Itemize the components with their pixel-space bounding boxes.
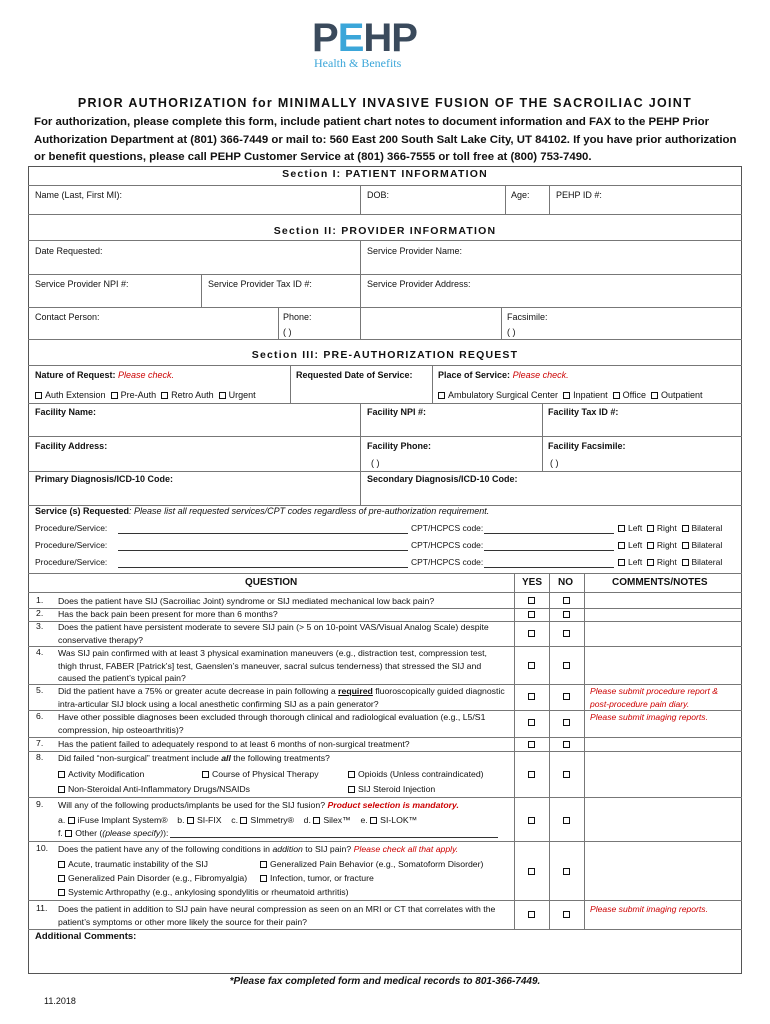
q10-yes-checkbox[interactable] — [528, 868, 535, 875]
q7-number: 7. — [36, 738, 44, 748]
q3-text: Does the patient have persistent moderate to severe SIJ pain (> 5 on 10-point VAS/Visual Analog Scale) despite conservative therapy? — [58, 622, 489, 645]
q9-yes-checkbox[interactable] — [528, 817, 535, 824]
q10-opt-infection[interactable]: Infection, tumor, or fracture — [260, 873, 374, 883]
patient-name-field[interactable]: Name (Last, First MI): — [35, 190, 123, 200]
q8-no-checkbox[interactable] — [563, 771, 570, 778]
cpt-label: CPT/HCPCS code: — [411, 540, 484, 550]
section2-title: Section II: PROVIDER INFORMATION — [273, 225, 497, 237]
requested-date-field[interactable]: Requested Date of Service: — [296, 370, 413, 380]
place-options — [438, 390, 703, 400]
q3-number: 3. — [36, 621, 44, 631]
facility-npi-field[interactable]: Facility NPI #: — [367, 407, 427, 417]
additional-comments-field[interactable]: Additional Comments: — [35, 931, 137, 942]
q8-text: Did failed “non-surgical” treatment include all the following treatments? — [58, 753, 330, 763]
divider — [28, 797, 742, 798]
cpt-label: CPT/HCPCS code: — [411, 523, 484, 533]
q1-text: Does the patient have SIJ (Sacroiliac Joint) syndrome or SIJ mediated mechanical low back pain? — [58, 596, 435, 606]
q8-opt-steroid[interactable]: SIJ Steroid Injection — [348, 784, 435, 794]
checkbox-bilateral[interactable]: Bilateral — [682, 523, 723, 533]
checkbox-pre-auth[interactable]: Pre-Auth — [111, 390, 157, 400]
q11-yes-checkbox[interactable] — [528, 911, 535, 918]
form-version: 11.2018 — [44, 996, 76, 1006]
q10-opt-pain-behavior[interactable]: Generalized Pain Behavior (e.g., Somatoform Disorder) — [260, 859, 483, 869]
checkbox-bilateral[interactable]: Bilateral — [682, 557, 723, 567]
divider — [278, 307, 279, 339]
divider — [28, 573, 742, 574]
q3-yes-checkbox[interactable] — [528, 630, 535, 637]
section3-title: Section III: PRE-AUTHORIZATION REQUEST — [251, 349, 519, 361]
q10-no-checkbox[interactable] — [563, 868, 570, 875]
form-title: PRIOR AUTHORIZATION for MINIMALLY INVASIVE FUSION OF THE SACROILIAC JOINT — [77, 96, 693, 110]
facsimile-field[interactable]: Facsimile: — [507, 312, 548, 322]
q9-other-input[interactable] — [170, 837, 498, 838]
side-options-1 — [618, 523, 722, 533]
pehp-logo — [312, 14, 422, 70]
checkbox-retro-auth[interactable]: Retro Auth — [161, 390, 214, 400]
checkbox-office[interactable]: Office — [613, 390, 646, 400]
logo-tagline: Health & Benefits — [314, 56, 402, 70]
form-instructions: For authorization, please complete this form, include patient chart notes to document information and FAX to the PEHP Prior Authorization Department at (801) 366-7449 or mail to: 560 East 200 South Salt Lake City, UT 84102. If you have prior authorization or benefit questions, please call PEHP Customer Service at (801) 366-7555 or toll free at (800) 753-7490. — [34, 116, 737, 163]
checkbox-bilateral[interactable]: Bilateral — [682, 540, 723, 550]
q8-number: 8. — [36, 752, 44, 762]
q9-opt-ifuse[interactable]: iFuse Implant System® — [68, 815, 168, 825]
q7-text: Has the patient failed to adequately respond to at least 6 months of non-surgical treatment? — [58, 739, 410, 749]
checkbox-left[interactable]: Left — [618, 557, 642, 567]
divider — [28, 436, 742, 437]
pehp-id-field[interactable]: PEHP ID #: — [556, 190, 602, 200]
contact-person-field[interactable]: Contact Person: — [35, 312, 100, 322]
facility-address-field[interactable]: Facility Address: — [35, 441, 108, 451]
q9-opt-other[interactable]: Other ((please specify)): — [65, 828, 168, 838]
provider-npi-field[interactable]: Service Provider NPI #: — [35, 279, 129, 289]
checkbox-urgent[interactable]: Urgent — [219, 390, 256, 400]
q6-number: 6. — [36, 711, 44, 721]
divider — [28, 592, 742, 593]
logo-wordmark: PEHP — [312, 16, 417, 60]
comments-header: COMMENTS/NOTES — [612, 577, 708, 588]
divider — [28, 471, 360, 472]
divider — [28, 214, 742, 215]
q5-number: 5. — [36, 685, 44, 695]
q1-number: 1. — [36, 595, 44, 605]
cpt-input-1[interactable] — [484, 533, 614, 534]
yes-header: YES — [522, 577, 543, 588]
q7-yes-checkbox[interactable] — [528, 741, 535, 748]
q10-number: 10. — [36, 843, 49, 853]
procedure-label: Procedure/Service: — [35, 557, 108, 567]
divider — [28, 403, 742, 404]
divider — [28, 841, 742, 842]
q6-note: Please submit imaging reports. — [590, 712, 708, 722]
dob-field[interactable]: DOB: — [367, 190, 390, 200]
q9-other-row: f. Other ((please specify)): — [58, 828, 169, 838]
date-requested-field[interactable]: Date Requested: — [35, 246, 103, 256]
side-options-2 — [618, 540, 722, 550]
facsimile-parens: ( ) — [507, 327, 516, 337]
provider-name-field[interactable]: Service Provider Name: — [367, 246, 463, 256]
divider — [542, 403, 543, 471]
facility-phone-field[interactable]: Facility Phone: — [367, 441, 432, 451]
q10-text: Does the patient have any of the following conditions in addition to SIJ pain? Please check all that apply. — [58, 844, 459, 854]
facility-fax-field[interactable]: Facility Facsimile: — [548, 441, 626, 451]
phone-parens: ( ) — [283, 327, 292, 337]
divider — [432, 365, 433, 403]
q4-yes-checkbox[interactable] — [528, 662, 535, 669]
no-header: NO — [558, 577, 573, 588]
divider — [549, 185, 550, 214]
divider — [28, 274, 742, 275]
primary-diagnosis-field[interactable]: Primary Diagnosis/ICD-10 Code: — [35, 474, 174, 484]
nature-of-request-label: Nature of Request: Please check. — [35, 370, 175, 380]
q7-no-checkbox[interactable] — [563, 741, 570, 748]
divider — [201, 274, 202, 307]
divider — [28, 339, 742, 340]
divider — [505, 185, 506, 214]
q9-number: 9. — [36, 799, 44, 809]
q1-no-checkbox[interactable] — [563, 597, 570, 604]
place-of-service-label: Place of Service: Please check. — [438, 370, 569, 380]
request-type-options — [35, 390, 256, 400]
checkbox-left[interactable]: Left — [618, 540, 642, 550]
side-options-3 — [618, 557, 722, 567]
cpt-input-3[interactable] — [484, 567, 614, 568]
q8-opt-physical-therapy[interactable]: Course of Physical Therapy — [202, 769, 319, 779]
section1-title: Section I: PATIENT INFORMATION — [282, 168, 488, 180]
secondary-diagnosis-field[interactable]: Secondary Diagnosis/ICD-10 Code: — [367, 474, 518, 484]
divider — [28, 929, 742, 930]
q8-yes-checkbox[interactable] — [528, 771, 535, 778]
q10-opt-pain-disorder[interactable]: Generalized Pain Disorder (e.g., Fibromyalgia) — [58, 873, 247, 883]
facility-tax-id-field[interactable]: Facility Tax ID #: — [548, 407, 619, 417]
checkbox-right[interactable]: Right — [647, 557, 677, 567]
q9-text: Will any of the following products/implants be used for the SIJ fusion? Product selection is mandatory. — [58, 800, 459, 810]
age-field[interactable]: Age: — [511, 190, 530, 200]
divider — [360, 403, 361, 505]
q1-yes-checkbox[interactable] — [528, 597, 535, 604]
provider-tax-id-field[interactable]: Service Provider Tax ID #: — [208, 279, 312, 289]
q4-text: Was SIJ pain confirmed with at least 3 physical examination maneuvers (e.g., distraction test, compression test, thigh thrust, FABER [Patrick’s] test, Gaenslen’s maneuver, sacral sulcus tenderness) that stressed the SIJ and caused the patient’s typical pain? — [58, 648, 487, 683]
divider — [28, 900, 742, 901]
q9-no-checkbox[interactable] — [563, 817, 570, 824]
divider — [28, 185, 742, 186]
divider — [28, 240, 742, 241]
q5-no-checkbox[interactable] — [563, 693, 570, 700]
procedure-label: Procedure/Service: — [35, 540, 108, 550]
q5-yes-checkbox[interactable] — [528, 693, 535, 700]
question-header: QUESTION — [245, 577, 298, 588]
facility-name-field[interactable]: Facility Name: — [35, 407, 97, 417]
q2-no-checkbox[interactable] — [563, 611, 570, 618]
services-requested-heading: Service (s) Requested: Please list all requested services/CPT codes regardless of pre-authorization requirement. — [35, 506, 490, 516]
q2-number: 2. — [36, 608, 44, 618]
checkbox-inpatient[interactable]: Inpatient — [563, 390, 608, 400]
footer-note: *Please fax completed form and medical records to 801-366-7449. — [229, 976, 541, 987]
divider — [28, 365, 742, 366]
procedure-input-1[interactable] — [118, 533, 408, 534]
q9-opt-simmetry[interactable]: SImmetry® — [240, 815, 294, 825]
q6-text: Have other possible diagnoses been excluded through thorough clinical and radiological evaluation (e.g., L5/S1 compression, hip osteoarthritis)? — [58, 712, 486, 735]
q8-opt-nsaids[interactable]: Non-Steroidal Anti-Inflammatory Drugs/NSAIDs — [58, 784, 250, 794]
q4-no-checkbox[interactable] — [563, 662, 570, 669]
q9-opt-sifix[interactable]: SI-FIX — [187, 815, 222, 825]
checkbox-auth-extension[interactable]: Auth Extension — [35, 390, 106, 400]
divider — [501, 307, 502, 339]
divider — [360, 240, 361, 339]
q8-opt-activity[interactable]: Activity Modification — [58, 769, 144, 779]
q6-yes-checkbox[interactable] — [528, 719, 535, 726]
cpt-label: CPT/HCPCS code: — [411, 557, 484, 567]
q2-yes-checkbox[interactable] — [528, 611, 535, 618]
q11-number: 11. — [36, 903, 48, 913]
provider-address-field[interactable]: Service Provider Address: — [367, 279, 471, 289]
checkbox-ambulatory[interactable]: Ambulatory Surgical Center — [438, 390, 558, 400]
procedure-input-2[interactable] — [118, 550, 408, 551]
divider — [290, 365, 291, 403]
q3-no-checkbox[interactable] — [563, 630, 570, 637]
procedure-label: Procedure/Service: — [35, 523, 108, 533]
q9-opt-silex[interactable]: Silex™ — [313, 815, 351, 825]
divider — [360, 185, 361, 214]
checkbox-right[interactable]: Right — [647, 540, 677, 550]
q11-no-checkbox[interactable] — [563, 911, 570, 918]
checkbox-left[interactable]: Left — [618, 523, 642, 533]
facility-fax-parens: ( ) — [550, 458, 559, 468]
q10-opt-arthropathy[interactable]: Systemic Arthropathy (e.g., ankylosing spondylitis or rheumatoid arthritis) — [58, 887, 349, 897]
procedure-input-3[interactable] — [118, 567, 408, 568]
q10-opt-acute[interactable]: Acute, traumatic instability of the SIJ — [58, 859, 208, 869]
q11-text: Does the patient in addition to SIJ pain have neural compression as seen on an MRI or CT that correlates with the patient’s symptoms or other more likely the source for their pain? — [58, 904, 496, 927]
cpt-input-2[interactable] — [484, 550, 614, 551]
divider — [360, 471, 742, 472]
checkbox-outpatient[interactable]: Outpatient — [651, 390, 703, 400]
checkbox-right[interactable]: Right — [647, 523, 677, 533]
q2-text: Has the back pain been present for more than 6 months? — [58, 609, 278, 619]
q9-products-row: a. iFuse Implant System® b. SI-FIX c. SImmetry® d. Silex™ e. SI-LOK™ — [58, 815, 418, 825]
q8-opt-opioids[interactable]: Opioids (Unless contraindicated) — [348, 769, 484, 779]
q4-number: 4. — [36, 647, 44, 657]
q5-note: Please submit procedure report & post-procedure pain diary. — [590, 686, 719, 709]
facility-phone-parens: ( ) — [371, 458, 380, 468]
q11-note: Please submit imaging reports. — [590, 904, 708, 914]
phone-field[interactable]: Phone: — [283, 312, 312, 322]
divider — [28, 307, 742, 308]
q9-opt-silok[interactable]: SI-LOK™ — [370, 815, 417, 825]
q5-text: Did the patient have a 75% or greater acute decrease in pain following a required fluoroscopically guided diagnostic intra-articular SIJ block using a local anesthetic confirming SIJ as a pain generator? — [58, 686, 505, 709]
q6-no-checkbox[interactable] — [563, 719, 570, 726]
